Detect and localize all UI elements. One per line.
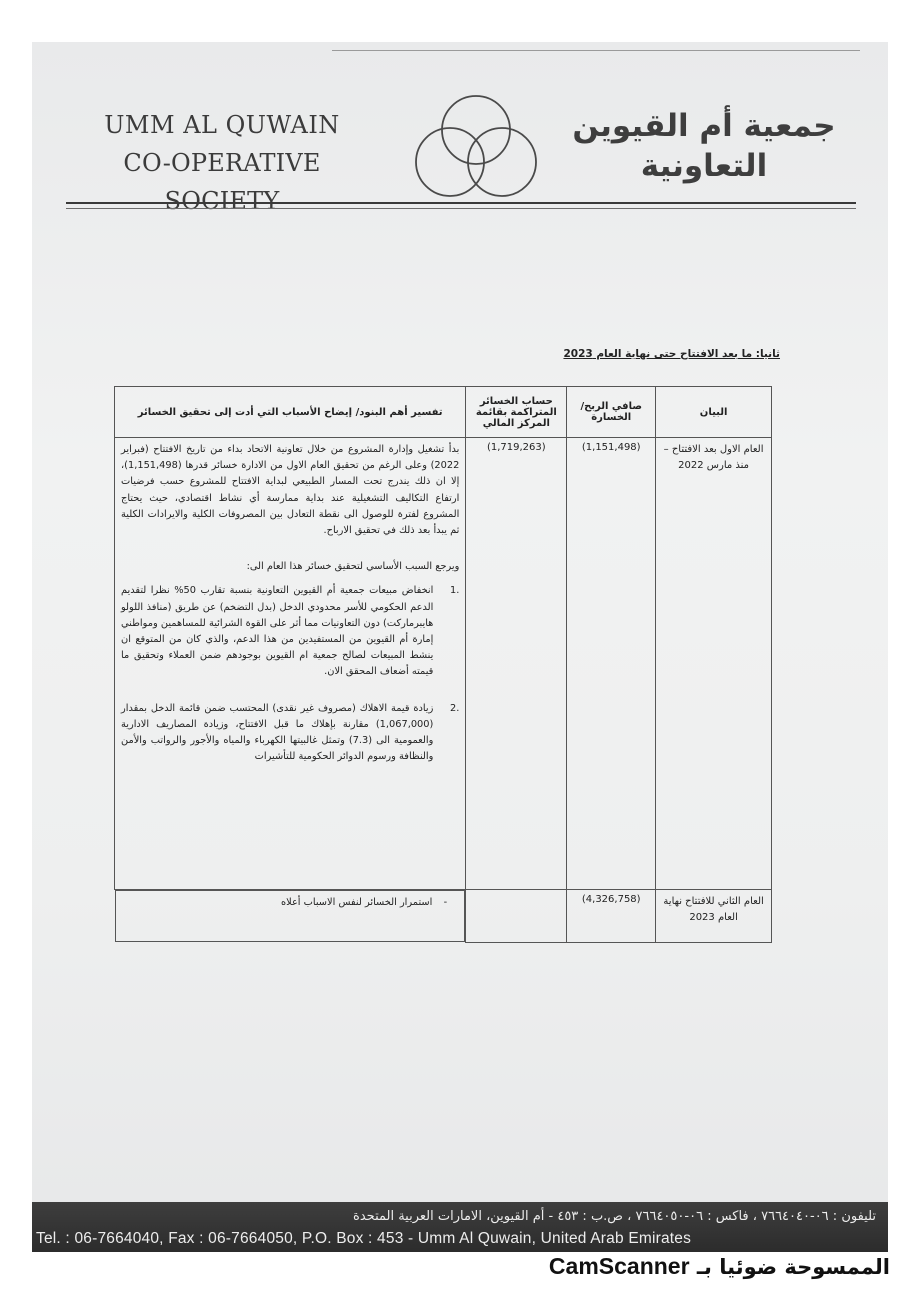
header-net-profit-loss: صافي الربح/ الخسارة: [567, 387, 656, 438]
row2-explanation-text: استمرار الخسائر لنفس الاسباب أعلاه: [280, 897, 433, 908]
table-row: [115, 438, 772, 890]
document-page: [32, 42, 888, 1252]
row1-statement: العام الاول بعد الافتتاح – منذ مارس 2022: [656, 438, 772, 890]
header-statement: البيان: [656, 387, 772, 438]
list-item: [121, 583, 459, 680]
row1-net-profit-loss: (1,151,498): [567, 438, 656, 890]
row1-accumulated-losses: (1,719,263): [466, 438, 567, 890]
society-name-ar-line2: التعاونية: [640, 148, 768, 184]
row2-dash: -: [443, 897, 448, 908]
top-divider: [332, 50, 860, 51]
society-name-ar-line1: جمعية أم القيوين: [572, 108, 836, 144]
society-name-arabic: [554, 106, 854, 186]
footer-contact-arabic: تليفون : ٠٦-٧٦٦٤٠٤٠ ، فاكس : ٠٦-٧٦٦٤٠٥٠ ، ص.ب : ٤٥٣ - أم القيوين، الامارات العربية المتحدة: [353, 1209, 876, 1224]
losses-table: [114, 386, 772, 943]
footer-contact-band: [32, 1202, 888, 1252]
header-explanation: تفسير أهم البنود/ إيضاح الأسباب التي أدت إلى تحقيق الخسائر: [115, 387, 466, 438]
header-accumulated-losses: حساب الخسائر المتراكمة بقائمة المركز المالي: [466, 387, 567, 438]
explanation-reason: ويرجع السبب الأساسي لتحقيق خسائر هذا العام الى:: [246, 561, 460, 573]
row2-net-profit-loss: (4,326,758): [567, 890, 656, 943]
item-text: انخفاض مبيعات جمعية أم القيوين التعاونية بنسبة تقارب 50% نظرا لتقديم الدعم الحكومي للأسر محدودي الدخل (بدل التضخم) عن طريق (منافذ اللولو هايبرماركت) دون التعاونيات مما أثر على القوة الشرائية للمساهمين ومواطني إمارة أم القيوين من المستفيدين من هذا الدعم، والذي كان من المتوقع ان ينشط المبيعات لصالح جمعية ام القيوين بوجودهم ضمن العملاء وتحقيق ما قيمته أضعاف المحقق الان.: [121, 585, 434, 678]
table-header-row: [115, 387, 772, 438]
society-name-en-line1: UMM AL QUWAIN: [104, 111, 340, 139]
table-row: [115, 890, 772, 943]
row2-accumulated-losses: [466, 890, 567, 943]
watermark-prefix: الممسوحة ضوئيا بـ: [696, 1255, 890, 1279]
section-title: ثانيا: ما بعد الافتتاح حتى نهاية العام 2023: [563, 348, 780, 360]
header-divider-thin: [66, 208, 856, 209]
camscanner-watermark: [549, 1253, 890, 1280]
list-item: [121, 701, 459, 766]
row1-explanation: [115, 438, 466, 890]
row2-statement: العام الثاني للافتتاح نهاية العام 2023: [656, 890, 772, 943]
header-divider-thick: [66, 202, 856, 204]
three-interlocking-rings-icon: [398, 92, 554, 202]
row2-explanation: [115, 890, 466, 942]
society-name-en-line2: CO-OPERATIVE SOCIETY: [123, 149, 321, 215]
footer-contact-english: Tel. : 06-7664040, Fax : 06-7664050, P.O. Box : 453 - Umm Al Quwain, United Arab Emirates: [36, 1230, 692, 1247]
watermark-brand: CamScanner: [548, 1253, 690, 1279]
item-text: زيادة قيمة الاهلاك (مصروف غير نقدى) المحتسب ضمن قائمة الدخل بمقدار (1,067,000) مقارنة بإهلاك ما قبل الافتتاح، وزيادة المصاريف الادارية والعمومية الى (7.3) وتمثل غالبيتها الكهرباء والمياه والأجور والرواتب والأمن والنظافة ورسوم الدوائر الحكومية للتأشيرات: [121, 702, 434, 763]
item-number: 1.: [450, 585, 460, 597]
explanation-intro: بدأ تشغيل وإدارة المشروع من خلال تعاونية الاتحاد بداء من تاريخ الافتتاح (فبراير 2022) وعلى الرغم من تحقيق العام الاول من الادارة خسائر قدرها (1,151,498)، إلا ان ذلك يندرج تحت المسار الطبيعي لبداية الافتتاح للمشروع حسب فرضيات ارتفاع التكاليف التشغيلية عند بداية ممارسة أي نشاط اقتصادي، حيث يحتاج المشروع لفترة للوصول الى نقطة التعادل بين المصروفات الكلية والايرادات الكلية ثم يبدأ بعد ذلك في تحقيق الارباح.: [121, 444, 460, 537]
item-number: 2.: [450, 702, 460, 714]
